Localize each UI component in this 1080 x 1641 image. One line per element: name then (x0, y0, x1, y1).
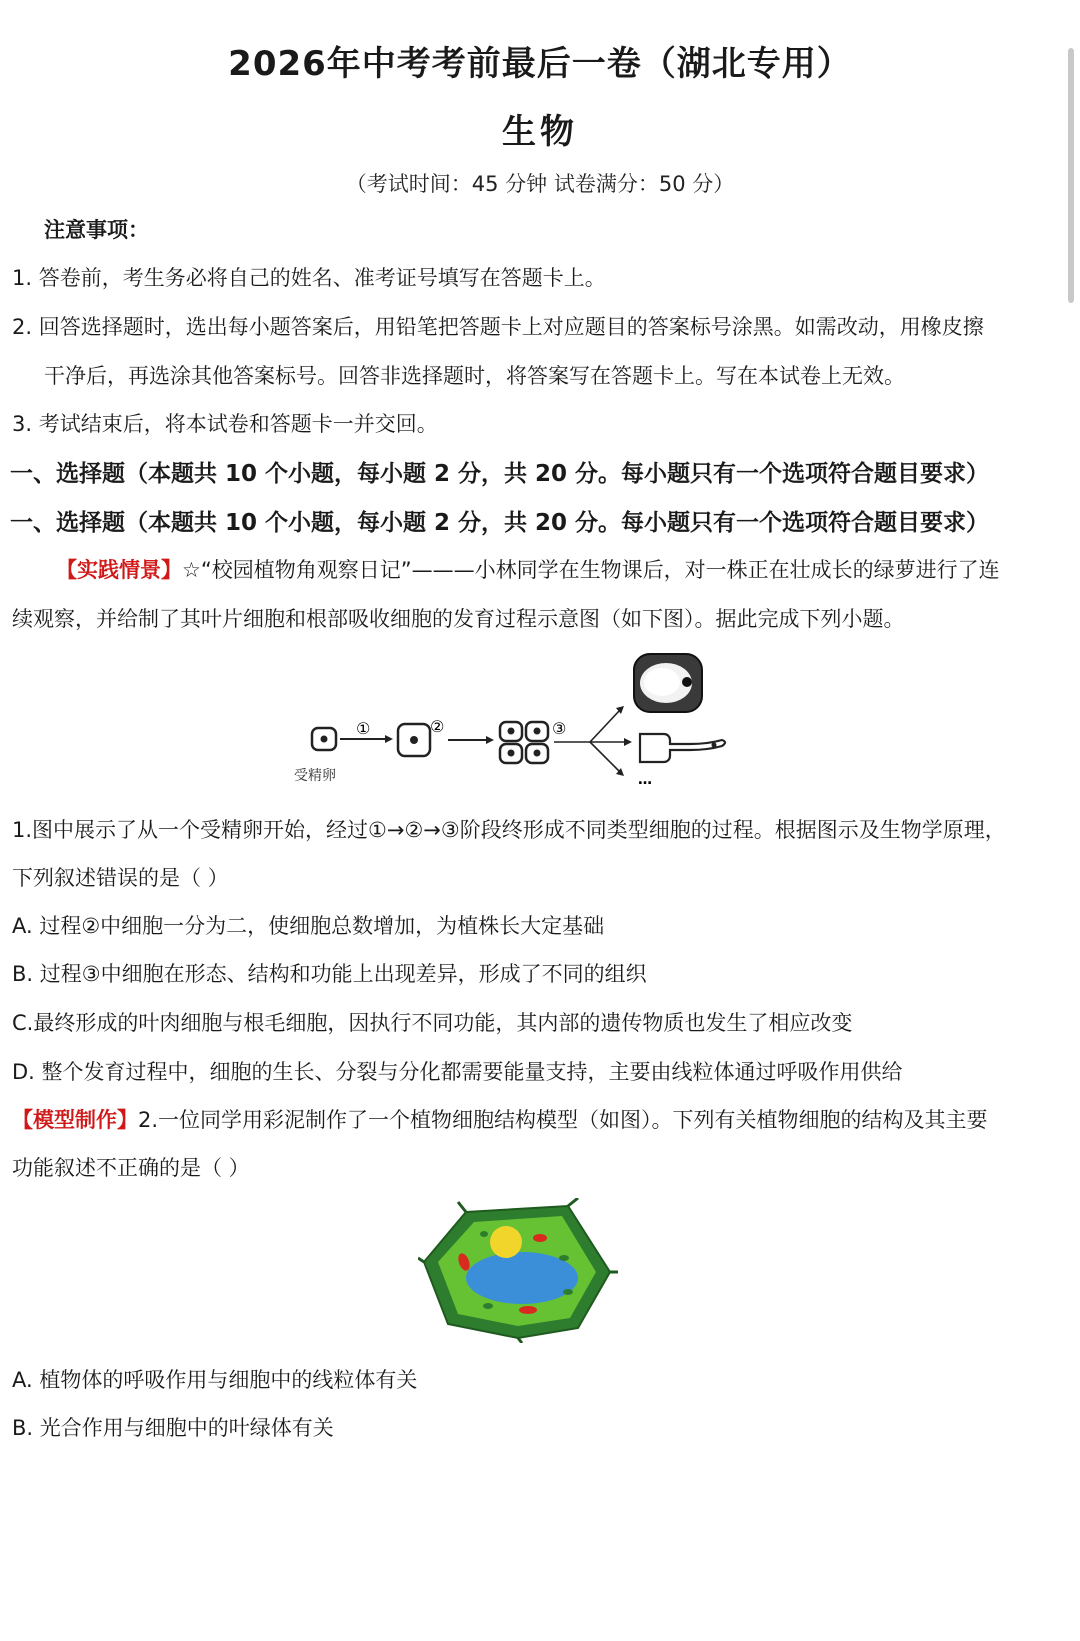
step-label-1: ① (356, 719, 371, 738)
q1-option-d: D. 整个发育过程中，细胞的生长、分裂与分化都需要能量支持，主要由线粒体通过呼吸作用供给 (12, 1060, 903, 1084)
notice-item-1: 1. 答卷前，考生务必将自己的姓名、准考证号填写在答题卡上。 (12, 266, 606, 290)
plant-cell-model-figure (418, 1198, 618, 1343)
more-cells-ellipsis: … (638, 772, 652, 788)
q1-option-b: B. 过程③中细胞在形态、结构和功能上出现差异，形成了不同的组织 (12, 962, 647, 986)
scenario-text-1: ☆“校园植物角观察日记”———小林同学在生物课后，对一株正在壮成长的绿萝进行了连 (182, 558, 1000, 582)
q2-tag: 【模型制作】 (12, 1108, 138, 1132)
notice-heading: 注意事项： (44, 218, 149, 242)
root-hair-cell (640, 734, 725, 762)
q1-option-c: C.最终形成的叶肉细胞与根毛细胞，因执行不同功能，其内部的遗传物质也发生了相应改变 (12, 1011, 853, 1035)
fertilized-egg-cell (312, 728, 336, 750)
cell-development-figure (290, 648, 740, 788)
dividing-cells (500, 722, 548, 763)
step-label-3: ③ (552, 719, 567, 738)
scenario-tag: 【实践情景】 (56, 558, 182, 582)
fertilized-egg-label: 受精卵 (294, 768, 336, 784)
q2-stem-line-2: 功能叙述不正确的是（ ） (12, 1156, 250, 1180)
notice-item-2-cont: 干净后，再选涂其他答案标号。回答非选择题时，将答案写在答题卡上。写在本试卷上无效。 (44, 364, 905, 388)
section-heading-repeat: 一、选择题（本题共 10 个小题，每小题 2 分，共 20 分。每小题只有一个选项符合题目要求） (10, 510, 990, 536)
q2-option-a: A. 植物体的呼吸作用与细胞中的线粒体有关 (12, 1368, 418, 1392)
q2-option-b: B. 光合作用与细胞中的叶绿体有关 (12, 1416, 334, 1440)
q2-stem-text-1: 2.一位同学用彩泥制作了一个植物细胞结构模型（如图）。下列有关植物细胞的结构及其主要 (138, 1108, 988, 1132)
exam-subject: 生物 (502, 112, 578, 152)
notice-item-3: 3. 考试结束后，将本试卷和答题卡一并交回。 (12, 412, 438, 436)
scenario-line-2: 续观察，并给制了其叶片细胞和根部吸收细胞的发育过程示意图（如下图）。据此完成下列小题。 (12, 607, 905, 631)
q1-option-a: A. 过程②中细胞一分为二，使细胞总数增加，为植株长大定基础 (12, 914, 605, 938)
q2-stem-line-1 (12, 1104, 988, 1134)
leaf-mesophyll-cell (634, 654, 702, 712)
grown-cell (398, 724, 430, 756)
section-heading: 一、选择题（本题共 10 个小题，每小题 2 分，共 20 分。每小题只有一个选项符合题目要求） (10, 461, 990, 487)
q1-stem-line-1: 1.图中展示了从一个受精卵开始，经过①→②→③阶段终形成不同类型细胞的过程。根据图示及生物学原理， (12, 818, 1006, 842)
exam-info: （考试时间：45 分钟 试卷满分：50 分） (345, 172, 735, 196)
nucleus (490, 1226, 522, 1258)
exam-title: 2026年中考考前最后一卷（湖北专用） (228, 44, 852, 84)
scenario-line-1 (56, 554, 1000, 584)
step-label-2: ② (430, 717, 445, 736)
notice-item-2: 2. 回答选择题时，选出每小题答案后，用铅笔把答题卡上对应题目的答案标号涂黑。如需改动，用橡皮擦 (12, 315, 984, 339)
q1-stem-line-2: 下列叙述错误的是（ ） (12, 866, 229, 890)
